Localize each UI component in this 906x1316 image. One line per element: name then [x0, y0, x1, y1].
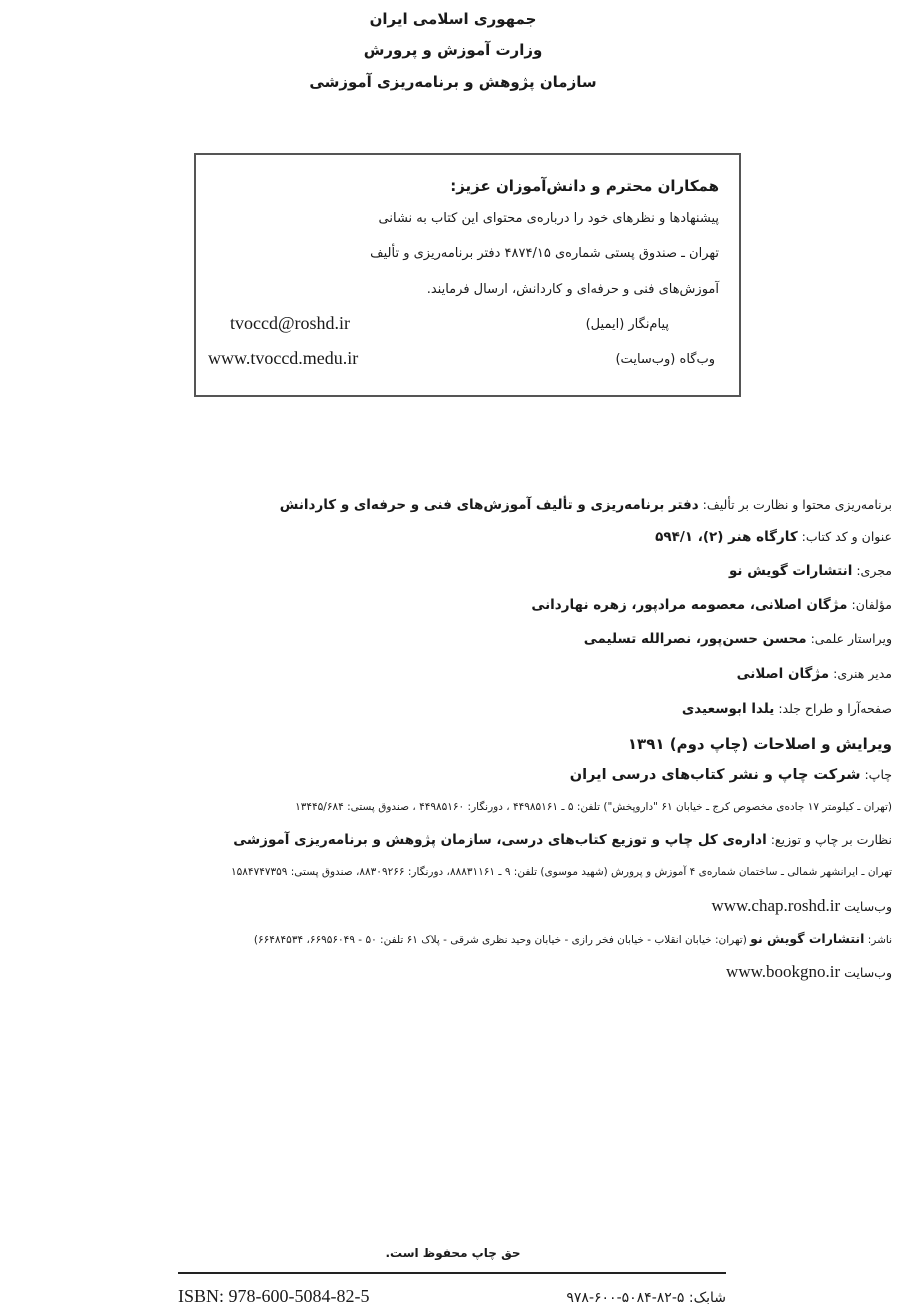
notice-box — [194, 153, 741, 397]
credit-printer — [570, 767, 892, 783]
credit-value: محسن حسن‌پور، نصرالله تسلیمی — [583, 631, 807, 647]
credit-edition — [628, 735, 892, 753]
credit-executor — [729, 563, 892, 579]
publisher-site — [726, 962, 892, 982]
credit-value: ویرایش و اصلاحات (چاپ دوم) ۱۳۹۱ — [627, 735, 892, 753]
printer-address: (تهران ـ کیلومتر ۱۷ جاده‌ی مخصوص کرج ـ خیابان ۶۱ "داروپخش") تلفن: ۵ ـ ۴۴۹۸۵۱۶۱ ، دورنگار: ۴۴۹۸۵۱۶۰ ، صندوق پستی: ۱۳۴۴۵/۶۸۴ — [295, 801, 892, 813]
credit-editor — [584, 631, 892, 647]
credit-label: چاپ: — [860, 767, 892, 782]
email-link[interactable]: tvoccd@roshd.ir — [230, 313, 351, 333]
credit-label: مؤلفان: — [847, 597, 892, 612]
isbn-english: ISBN: 978-600-5084-82-5 — [178, 1286, 370, 1306]
credit-title-code — [655, 529, 892, 545]
supervision — [233, 832, 892, 848]
credit-label: برنامه‌ریزی محتوا و نظارت بر تألیف: — [698, 497, 892, 512]
header-line-1: جمهوری اسلامی ایران — [369, 10, 537, 28]
supervision-site — [711, 896, 892, 916]
credit-art-director — [737, 666, 892, 682]
email-label: پیام‌نگار (ایمیل) — [585, 317, 669, 332]
website-label: وب‌گاه (وب‌سایت) — [615, 352, 715, 367]
notice-title: همکاران محترم و دانش‌آموزان عزیز: — [450, 177, 719, 195]
credit-value: مژگان اصلانی، معصومه مرادپور، زهره نهاردانی — [531, 597, 848, 613]
isbn-persian: شابک: ۵-۸۲-۵۰۸۴-۶۰۰-۹۷۸ — [566, 1290, 726, 1306]
credit-label: مدیر هنری: — [829, 666, 892, 681]
publisher — [254, 931, 892, 946]
credit-label: ویراستار علمی: — [806, 631, 892, 646]
notice-line-1: پیشنهادها و نظرهای خود را درباره‌ی محتوای این کتاب به نشانی — [378, 211, 719, 226]
publisher-address: (تهران: خیابان انقلاب - خیابان فخر رازی - خیابان وحید نظری شرقی - پلاک ۶۱ تلفن: ۵۰ - ۶۶۹۵۶۰۴۹، ۶۶۴۸۴۵۳۴) — [253, 934, 751, 946]
site-label: وب‌سایت — [840, 899, 892, 914]
credit-value: دفتر برنامه‌ریزی و تألیف آموزش‌های فنی و حرفه‌ای و کاردانش — [279, 497, 699, 513]
credit-value: یلدا ابوسعیدی — [681, 701, 775, 717]
supervision-address: تهران ـ ایرانشهر شمالی ـ ساختمان شماره‌ی ۴ آموزش و پرورش (شهید موسوی) تلفن: ۹ ـ ۸۸۸۳۱۱۶۱، دورنگار: ۸۸۳۰۹۲۶۶، صندوق پستی: ۱۵۸۴۷۴۷۳۵۹ — [231, 866, 892, 878]
credit-label: مجری: — [852, 563, 892, 578]
credit-value: شرکت چاپ و نشر کتاب‌های درسی ایران — [569, 767, 861, 783]
credit-label: عنوان و کد کتاب: — [797, 529, 892, 544]
credit-curriculum — [280, 497, 892, 513]
publisher-label: ناشر: — [864, 934, 892, 946]
site-link[interactable]: www.chap.roshd.ir — [711, 896, 841, 915]
site-label: وب‌سایت — [840, 965, 892, 980]
website-link[interactable]: www.tvoccd.medu.ir — [208, 348, 359, 368]
header-line-3: سازمان پژوهش و برنامه‌ریزی آموزشی — [309, 73, 597, 91]
site-link[interactable]: www.bookgno.ir — [726, 962, 841, 981]
credit-layout-designer — [682, 701, 892, 717]
publisher-value: انتشارات گویش نو — [750, 931, 865, 946]
credit-value: مژگان اصلانی — [736, 666, 830, 682]
credit-value: کارگاه هنر (۲)، ۵۹۴/۱ — [655, 529, 798, 545]
credit-value: انتشارات گویش نو — [728, 563, 853, 579]
credit-authors — [531, 597, 892, 613]
credit-label: صفحه‌آرا و طراح جلد: — [774, 701, 892, 716]
supervision-value: اداره‌ی کل چاپ و توزیع کتاب‌های درسی، سازمان پژوهش و برنامه‌ریزی آموزشی — [233, 832, 767, 848]
footer-divider — [178, 1272, 726, 1274]
notice-line-3: آموزش‌های فنی و حرفه‌ای و کاردانش، ارسال فرمایند. — [426, 282, 719, 297]
header-line-2: وزارت آموزش و پرورش — [363, 41, 543, 59]
supervision-label: نظارت بر چاپ و توزیع: — [766, 832, 892, 847]
copyright-notice: حق چاپ محفوظ است. — [385, 1246, 521, 1260]
notice-line-2: تهران ـ صندوق پستی شماره‌ی ۴۸۷۴/۱۵ دفتر برنامه‌ریزی و تألیف — [370, 246, 719, 261]
